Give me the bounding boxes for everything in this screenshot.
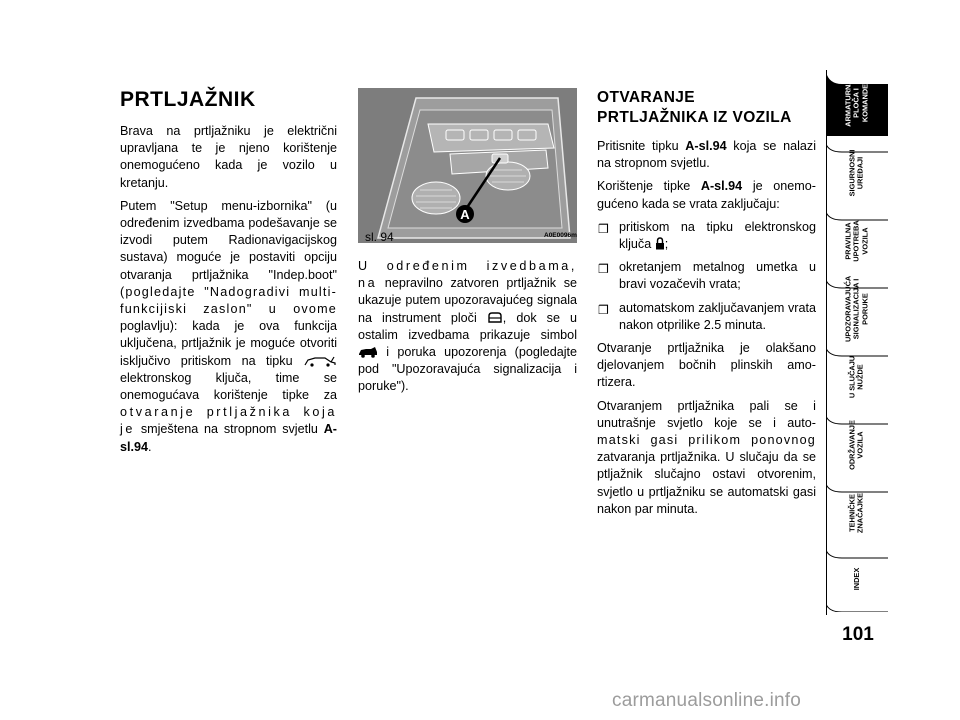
checkbox-bullet-icon: ❒ [598, 302, 609, 317]
figure-reference: A-sl.94 [120, 422, 337, 454]
section-title-prtljaznik: PRTLJAŽNIK [120, 88, 256, 111]
middle-column [358, 258, 577, 402]
figure-reference: A-sl.94 [700, 179, 743, 194]
padlock-icon [655, 237, 665, 250]
thumb-tab-index[interactable]: INDEX [826, 546, 888, 612]
figure-reference: A-sl.94 [685, 139, 727, 153]
thumb-tab-u-slucaju-nuzde[interactable]: U SLUČAJU NUŽDE [826, 344, 888, 410]
page-number: 101 [842, 624, 874, 645]
paragraph-setup-menu: Putem "Setup menu-izbornika" (u određenim izvedbama podešavanje se izvodi putem Radionavigacijskog sustava) moguće je postaviti opciju otvaranja prtljažnika "Indep.boot" (pogledajte "Nadogradivi multi-funkcijiski zaslon" u ovome poglavlju): kada je ova funkcija uključena, prtljažnik je moguće otvoriti isključivo pritiskom na tipku elektronskog ključa, time se onemogućava korištenje tipke za otvaranje prtljažnika koja je smještena na stropnom svjetlu A-sl.94. [120, 198, 337, 454]
list-item: ❒ pritiskom na tipku elektronskog ključa ; [598, 219, 816, 252]
list-item: ❒ automatskom zaključavanjem vrata nakon otprilike 2.5 minuta. [598, 300, 816, 332]
thumb-tab-armaturna-ploca[interactable]: ARMATURNA PLOČA I KOMANDE [826, 70, 888, 136]
thumb-tab-sigurnosni-uredaji[interactable]: SIGURNOSNI UREĐAJI [826, 140, 888, 206]
paragraph-interior-light: Otvaranjem prtljažnika pali se i unutrašnje svjetlo koje se i auto-matski gasi prilikom ponovnog zatvaranja prtljažnika. U slučaju da se ptljažnik slučajno ostavi otvorenim, svjetlo u prtljažniku se automatski gasi nakon par minuta. [597, 398, 816, 516]
paragraph-gas-struts: Otvaranje prtljažnika je olakšano djelovanjem bočnih plinskih amo-rtizera. [597, 341, 816, 390]
thumb-tab-pravilna-upotreba[interactable]: PRAVILNA UPOTREBA VOZILA [826, 208, 888, 274]
figure-code: A0E0096m [544, 232, 577, 239]
left-column [120, 88, 337, 462]
bullet-list [597, 219, 816, 334]
list-item: ❒ okretanjem metalnog umetka u bravi vozačevih vrata; [598, 260, 816, 292]
paragraph-lock-info: Brava na prtljažniku je električni upravljana te je njeno korištenje onemogućeno kada je vozilo u kretanju. [120, 124, 337, 190]
checkbox-bullet-icon: ❒ [598, 221, 609, 236]
watermark: carmanualsonline.info [612, 690, 802, 711]
roof-light-illustration [358, 88, 577, 243]
car-trunk-open-icon [303, 356, 337, 367]
right-column [597, 88, 816, 524]
car-trunk-symbol-icon [358, 346, 378, 358]
thumb-tab-tehnicke-znacajke[interactable]: TEHNIČKE ZNAČAJKE [826, 480, 888, 546]
paragraph-disabled: Korištenje tipke A-sl.94 je onemo-gućeno kada se vrata zaključaju: [597, 179, 816, 211]
thumb-tab-upozoravajuca-signalizacija[interactable]: UPOZORAVAJUĆA SIGNALIZACIJA I PORUKE [826, 276, 888, 342]
callout-label-a: A [460, 207, 470, 222]
paragraph-warning: U određenim izvedbama, na nepravilno zatvoren prtljažnik se ukazuje putem upozoravajućeg signala na instrument ploči , dok se u ostalim izvedbama prikazuje simbol i poruka upozorenja (pogledajte pod "Upozoravajuća signalizacija i poruke"). [358, 259, 577, 394]
figure-caption: sl. 94 [365, 230, 394, 244]
checkbox-bullet-icon: ❒ [598, 262, 609, 277]
thumb-tab-odrzavanje-vozila[interactable]: ODRŽAVANJE VOZILA [826, 412, 888, 478]
paragraph-press-button: Pritisnite tipku A-sl.94 koja se nalazi na stropnom svjetlu. [597, 139, 817, 171]
section-title-opening: OTVARANJE PRTLJAŽNIKA IZ VOZILA [597, 89, 792, 126]
trunk-warning-light-icon [487, 311, 503, 324]
